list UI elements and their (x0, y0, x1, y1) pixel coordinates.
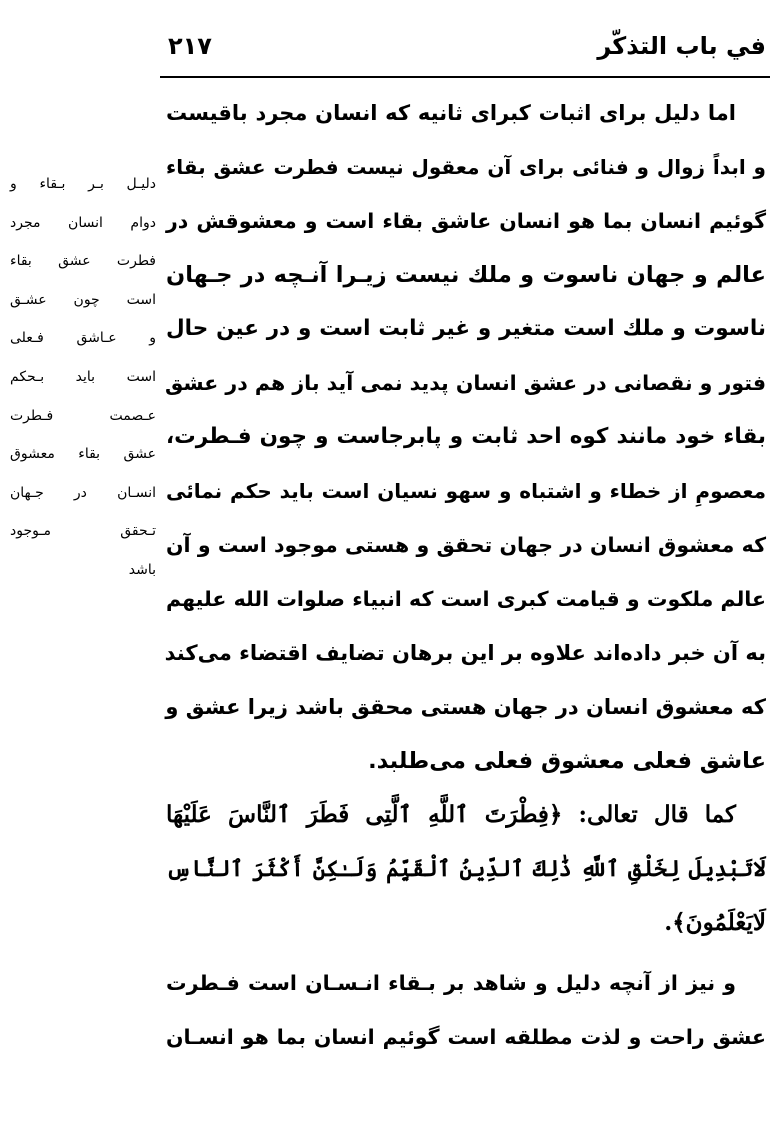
verse-line: كما قال تعالى: ﴿فِطْرَتَ ٱللَّهِ ٱلَّتِى فَطَرَ ٱلنَّاسَ عَلَيْهَا (166, 801, 736, 828)
margin-note-line: فطرت عشق بقاء (10, 253, 156, 270)
text-line: عشق راحت و لذت مطلقه است گوئيم انسان بما هو انسـان (166, 1025, 766, 1049)
text-line: عالم ملكوت و قيامت كبرى است كه انبياء صلوات الله عليهم (166, 587, 766, 611)
text-line: اما دليل براى اثبات كبراى ثانيه كه انسان مجرد باقيست (166, 101, 736, 125)
text-line: بقاء خود مانند كوه احد ثابت و پابرجاست و چون فـطرت، (166, 424, 766, 449)
margin-note-line: دليـل بـر بـقاء و (10, 176, 156, 192)
text-line: به آن خبر داده‌اند علاوه بر اين برهان تضايف اقتضاء مى‌كند (164, 641, 766, 665)
margin-note-line: باشد (128, 561, 156, 578)
verse-line: لَاتَبْدِيلَ لِخَلْقِ ٱللَّهِ ذَٰلِكَ ٱلدِّينُ ٱلْقَيِّمُ وَلَـٰكِنَّ أَكْثَرَ ٱلنَّاسِ (166, 856, 766, 882)
text-line: و نيز از آنچه دليل و شاهد بر بـقاء انـسـان است فـطرت (166, 971, 736, 995)
text-line: كه معشوق انسان در جهان تحقق و هستى موجود است و آن (166, 533, 766, 557)
text-line: فتور و نقصانى در عشق انسان پديد نمى آيد باز هم در عشق (164, 371, 766, 395)
page-number: ۲۱۷ (168, 32, 212, 60)
header-rule (160, 76, 770, 78)
page-header (160, 18, 770, 78)
text-line: ناسوت و ملك است متغير و غير ثابت است و در عين حال (166, 316, 766, 341)
margin-note-line: عـصمت فـطرت (10, 407, 156, 424)
margin-note-line: دوام انسان مجرد (10, 214, 156, 231)
verse-line: لَايَعْلَمُونَ﴾. (664, 909, 766, 936)
margin-note-line: است چون عشـق (10, 291, 156, 308)
text-line: معصومِ از خطاء و اشتباه و سهو نسيان است بايد حكم نمائى (166, 479, 766, 503)
text-line: عالم و جهان ناسوت و ملك نيست زيـرا آنـچه در جـهان (166, 262, 766, 288)
margin-note (10, 165, 156, 590)
margin-note-line: انسـان در جـهان (10, 484, 156, 501)
text-line: و ابداً زوال و فنائى براى آن معقول نيست فطرت عشق بقاء (166, 155, 766, 179)
running-title: في باب التذكّر (597, 32, 766, 60)
text-line: كه معشوق انسان در جهان هستى محقق باشد زيرا عشق و (165, 695, 766, 719)
margin-note-line: است بايد بـحكم (10, 368, 156, 385)
margin-note-line: تـحقق مـوجود (10, 523, 156, 540)
margin-note-line: عشق بقاء معشوق (10, 446, 156, 463)
text-line: گوئيم انسان بما هو انسان عاشق بقاء است و معشوقش در (166, 209, 766, 233)
main-text (166, 86, 766, 1064)
text-line: عاشق فعلى معشوق فعلى مى‌طلبد. (368, 748, 766, 774)
margin-note-line: و عـاشق فـعلى (10, 330, 156, 347)
